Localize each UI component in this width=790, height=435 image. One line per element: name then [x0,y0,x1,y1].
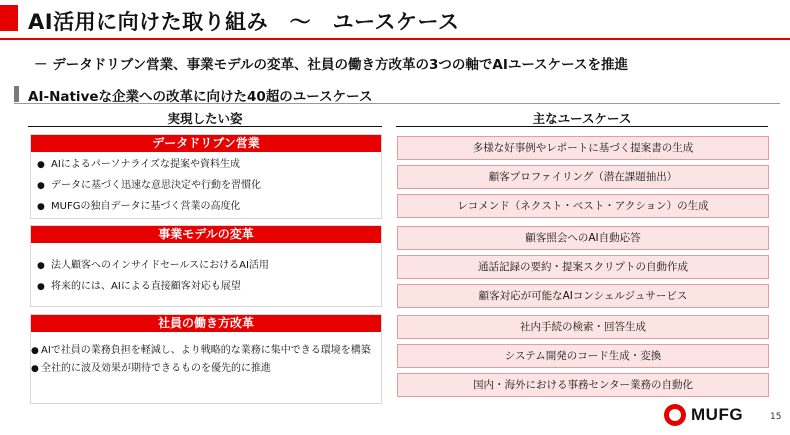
goal-bullet-list [31,152,381,221]
goal-group-title: データドリブン営業 [31,135,381,152]
mufg-logo-mark-icon [664,404,686,426]
goal-bullet: ● AIで社員の業務負担を軽減し、より戦略的な業務に集中できる環境を構築 [31,344,381,362]
goal-bullet: ● MUFGの独自データに基づく営業の高度化 [37,200,381,221]
goal-group-data-driven-sales [30,134,382,219]
goal-bullet: ● AIによるパーソナライズな提案や資料生成 [37,158,381,179]
usecase-item: 顧客照会へのAI自動応答 [397,226,769,250]
title-bar [0,0,790,42]
usecase-item: 顧客対応が可能なAIコンシェルジュサービス [397,284,769,308]
goal-bullet: ● 将来的には、AIによる直接顧客対応も展望 [37,280,381,301]
goal-bullet: ● 全社的に波及効果が期待できるものを優先的に推進 [31,362,381,380]
goal-group-business-model [30,225,382,307]
goal-bullet-list [31,332,381,380]
usecase-item: 社内手続の検索・回答生成 [397,315,769,339]
usecase-item: 通話記録の要約・提案スクリプトの自動作成 [397,255,769,279]
usecase-item: レコメンド（ネクスト・ベスト・アクション）の生成 [397,194,769,218]
usecase-item: 顧客プロファイリング（潜在課題抽出） [397,165,769,189]
mufg-logo [664,403,764,427]
goal-bullet-list [31,243,381,301]
column-header-usecases: 主なユースケース [396,109,768,127]
column-header-goals: 実現したい姿 [28,109,382,127]
section-header [14,84,780,104]
goal-group-title: 社員の働き方改革 [31,315,381,332]
usecase-item: 国内・海外における事務センター業務の自動化 [397,373,769,397]
title-accent-bar [0,5,18,31]
page-subtitle: － データドリブン営業、事業モデルの変革、社員の働き方改革の3つの軸でAIユースケースを推進 [34,57,628,73]
goal-group-title: 事業モデルの変革 [31,226,381,243]
page-number: 15 [770,412,782,422]
usecase-item: 多様な好事例やレポートに基づく提案書の生成 [397,136,769,160]
title-divider [0,38,790,40]
section-marker [14,86,19,102]
section-title: AI-Nativeな企業への改革に向けた40超のユースケース [28,89,373,105]
goal-group-work-style [30,314,382,404]
goal-bullet: ● 法人顧客へのインサイドセールスにおけるAI活用 [37,259,381,280]
mufg-logo-text: MUFG [691,405,744,424]
goal-bullet: ● データに基づく迅速な意思決定や行動を習慣化 [37,179,381,200]
usecase-item: システム開発のコード生成・変換 [397,344,769,368]
page-title: AI活用に向けた取り組み ～ ユースケース [28,10,460,34]
